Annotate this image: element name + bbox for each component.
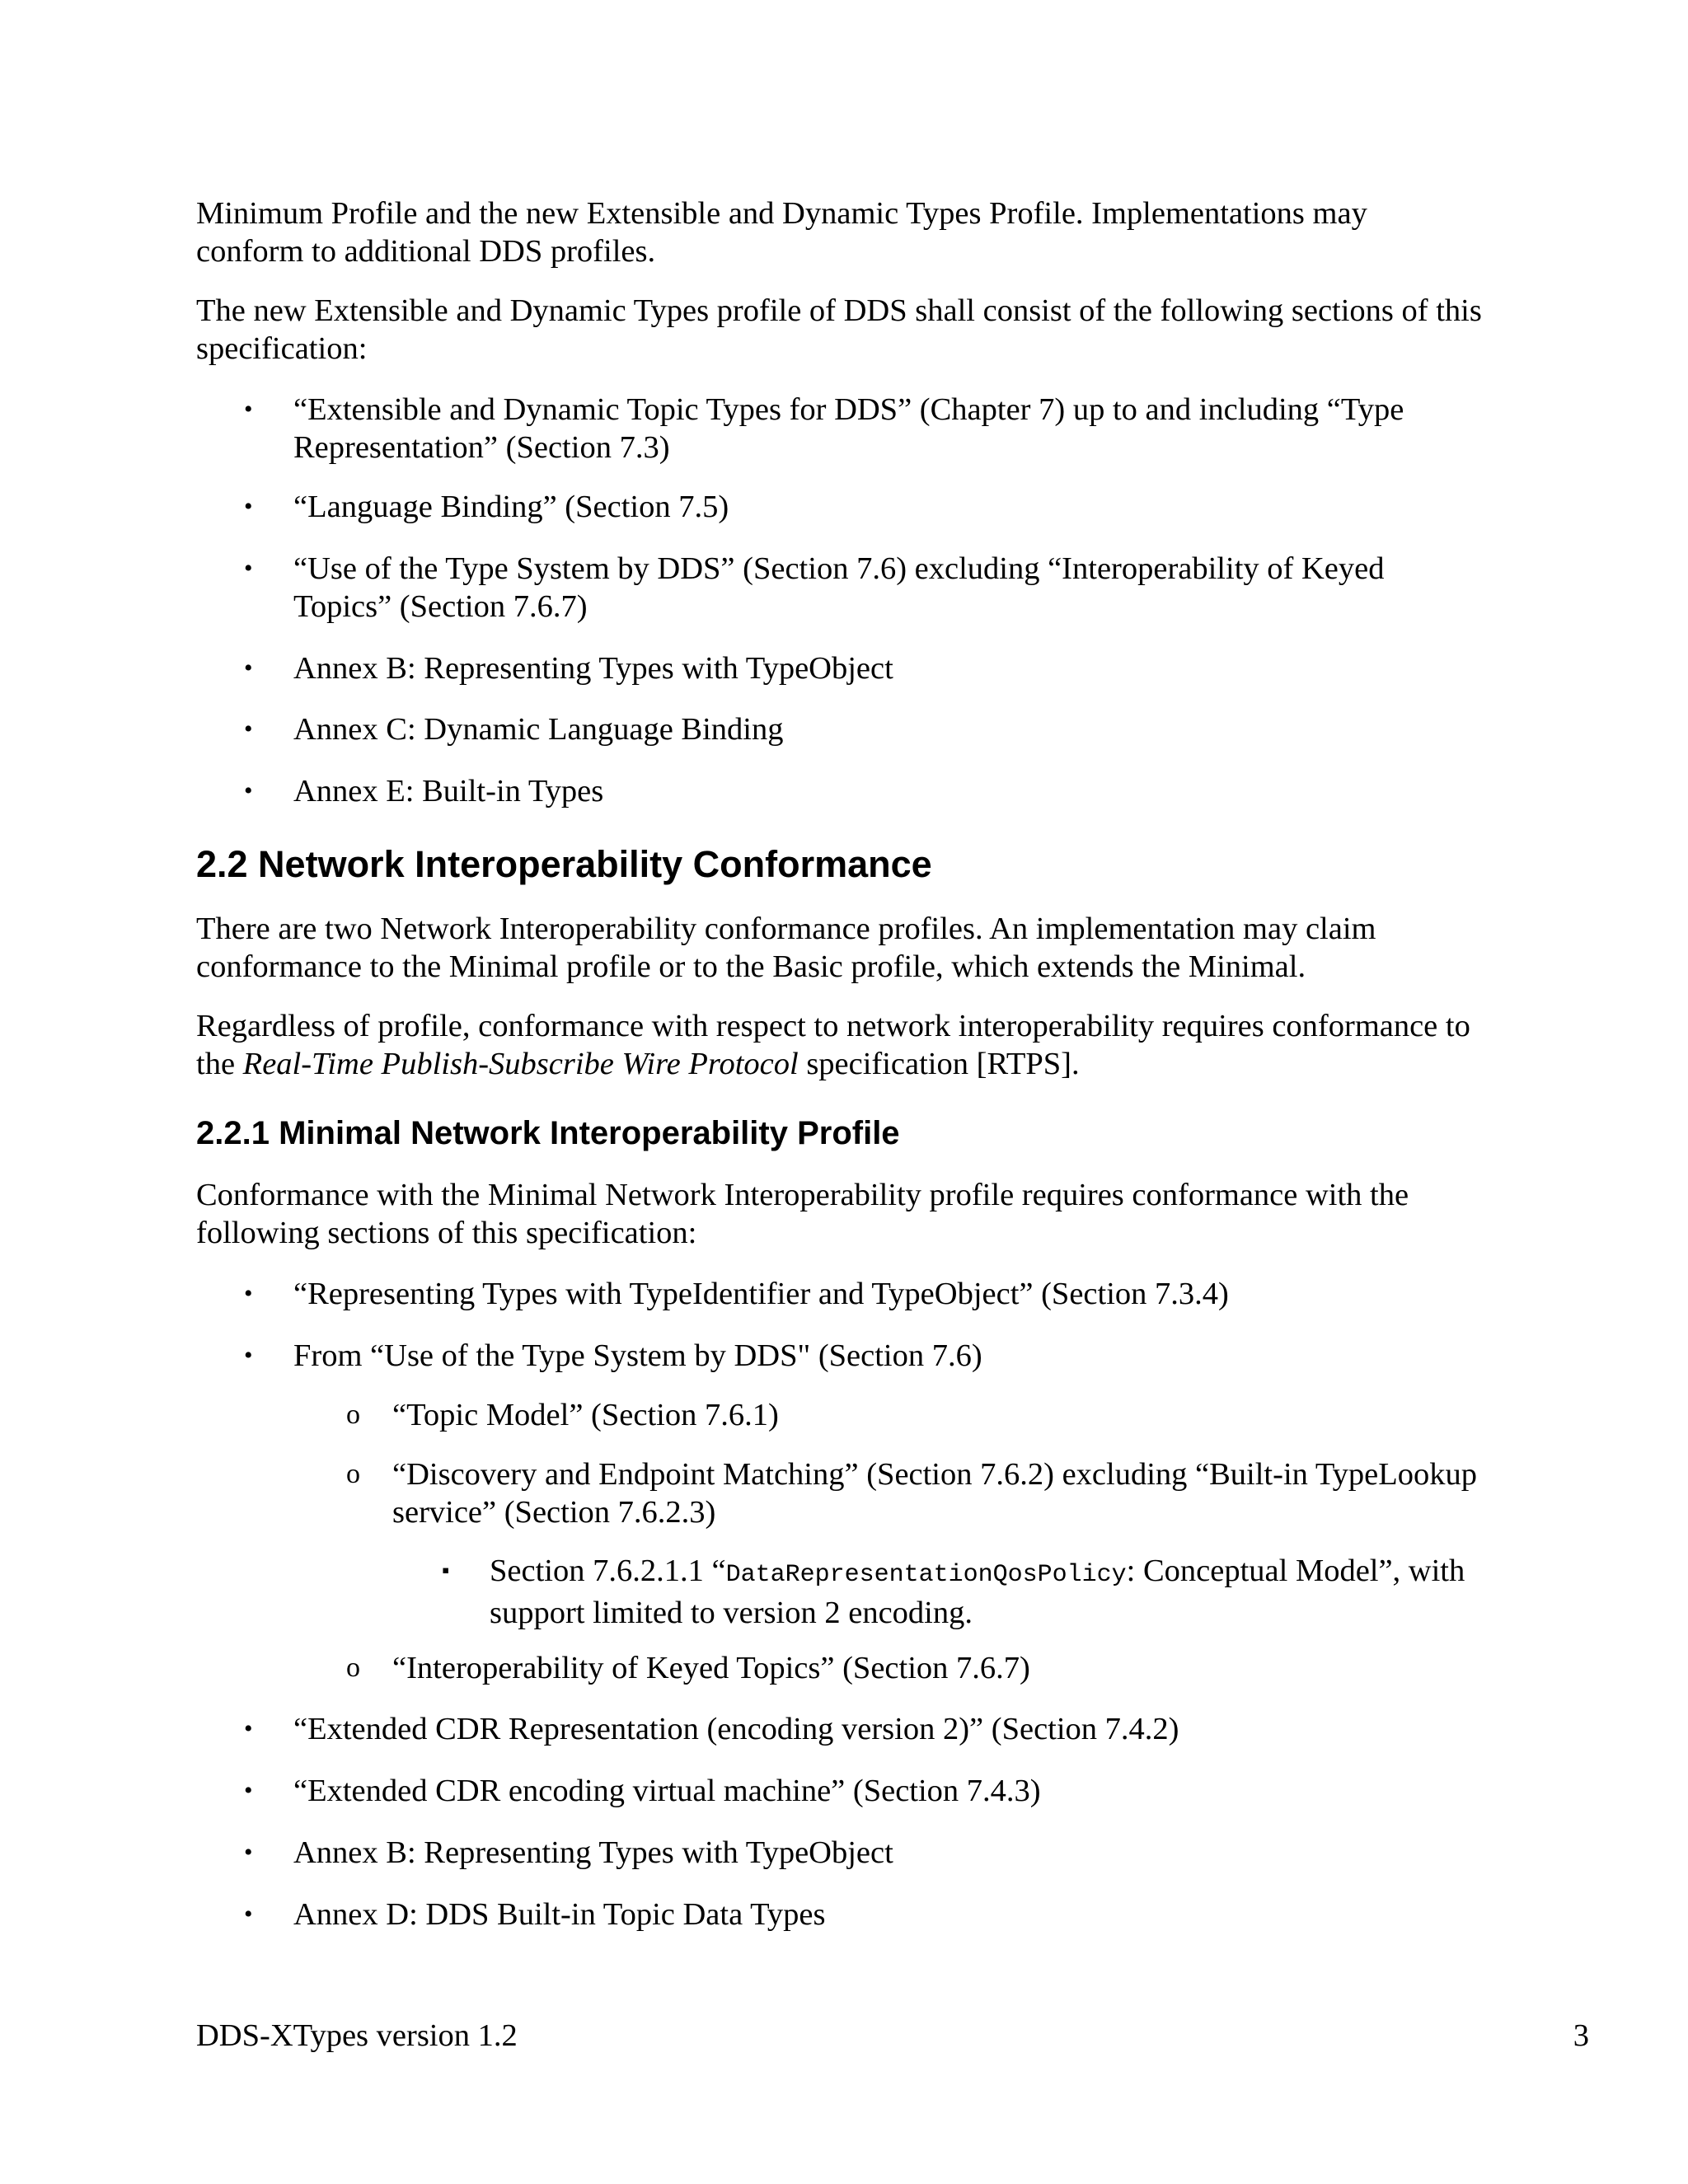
list-item-text: From “Use of the Type System by DDS" (Section 7.6) — [293, 1338, 982, 1373]
footer-document-title: DDS-XTypes version 1.2 — [196, 2018, 518, 2053]
list-item-text: “Interoperability of Keyed Topics” (Section 7.6.7) — [392, 1651, 1030, 1685]
list-item — [244, 710, 1480, 748]
list-item — [442, 1552, 1487, 1632]
list-item — [244, 550, 1480, 626]
list-item — [244, 488, 1480, 526]
footer-page-number: 3 — [1573, 2018, 1589, 2053]
list-item-text: Section 7.6.2.1.1 “DataRepresentationQosPolicy: Conceptual Model”, with support limited to version 2 encoding. — [490, 1554, 1465, 1630]
bullet-icon: • — [244, 1777, 253, 1804]
circle-bullet-icon: o — [346, 1652, 360, 1683]
bullet-icon: • — [244, 715, 253, 743]
bullet-icon: • — [244, 555, 253, 582]
list-item-text: Annex B: Representing Types with TypeObject — [293, 651, 893, 686]
section-heading-2-2: 2.2 Network Interoperability Conformance — [196, 843, 932, 885]
circle-bullet-icon: o — [346, 1399, 360, 1430]
list-item — [244, 1896, 1480, 1933]
square-bullet-icon: ▪ — [442, 1558, 450, 1582]
list-item-text: Annex D: DDS Built-in Topic Data Types — [293, 1897, 826, 1932]
list-item-text: Annex B: Representing Types with TypeObject — [293, 1835, 893, 1870]
list-item-text: “Topic Model” (Section 7.6.1) — [392, 1398, 779, 1432]
list-item — [346, 1455, 1480, 1531]
list-item-text: “Representing Types with TypeIdentifier and TypeObject” (Section 7.3.4) — [293, 1277, 1229, 1311]
rtps-spec-title: Real-Time Publish-Subscribe Wire Protocol — [242, 1047, 799, 1081]
intro-paragraph-1: Minimum Profile and the new Extensible and Dynamic Types Profile. Implementations may conform to additional DDS profiles. — [196, 196, 1367, 269]
list-item-text: “Discovery and Endpoint Matching” (Section 7.6.2) excluding “Built-in TypeLookup service” (Section 7.6.2.3) — [392, 1457, 1478, 1530]
list-item — [244, 649, 1480, 687]
list-item — [244, 1772, 1480, 1810]
section-2-2-paragraph-2: Regardless of profile, conformance with respect to network interoperability requires conformance to the Real-Time Publish-Subscribe Wire Protocol specification [RTPS]. — [196, 1009, 1470, 1081]
section-2-2-paragraph-1: There are two Network Interoperability conformance profiles. An implementation may claim conformance to the Minimal profile or to the Basic profile, which extends the Minimal. — [196, 912, 1376, 984]
bullet-icon: • — [244, 396, 253, 423]
list-item-text: Annex E: Built-in Types — [293, 774, 604, 808]
circle-bullet-icon: o — [346, 1459, 360, 1489]
bullet-icon: • — [244, 777, 253, 804]
bullet-icon: • — [244, 1280, 253, 1307]
bullet-icon: • — [244, 1715, 253, 1742]
list-item — [346, 1396, 1480, 1434]
bullet-icon: • — [244, 1839, 253, 1866]
list-item — [244, 1337, 1480, 1375]
list-item-text: “Extended CDR encoding virtual machine” (Section 7.4.3) — [293, 1774, 1041, 1808]
list-item — [244, 1275, 1480, 1313]
list-item-text: “Extended CDR Representation (encoding version 2)” (Section 7.4.2) — [293, 1712, 1179, 1746]
list-item — [244, 1834, 1480, 1872]
section-heading-2-2-1: 2.2.1 Minimal Network Interoperability Profile — [196, 1115, 900, 1151]
bullet-icon: • — [244, 1342, 253, 1369]
list-item-text: Annex C: Dynamic Language Binding — [293, 712, 784, 747]
section-2-2-1-paragraph-1: Conformance with the Minimal Network Interoperability profile requires conformance with the following sections of this specification: — [196, 1178, 1409, 1250]
list-item — [244, 391, 1480, 466]
list-item — [244, 1710, 1480, 1748]
list-item-text: “Extensible and Dynamic Topic Types for DDS” (Chapter 7) up to and including “Type Representation” (Section 7.3) — [293, 392, 1404, 465]
bullet-icon: • — [244, 1900, 253, 1928]
list-item — [346, 1649, 1480, 1687]
list-item-text: “Use of the Type System by DDS” (Section 7.6) excluding “Interoperability of Keyed Topics” (Section 7.6.7) — [293, 551, 1385, 624]
intro-paragraph-2: The new Extensible and Dynamic Types profile of DDS shall consist of the following sections of this specification: — [196, 293, 1482, 366]
bullet-icon: • — [244, 493, 253, 520]
list-item — [244, 772, 1480, 810]
list-item-text: “Language Binding” (Section 7.5) — [293, 490, 729, 524]
bullet-icon: • — [244, 654, 253, 682]
qos-policy-code: DataRepresentationQosPolicy — [725, 1561, 1127, 1589]
